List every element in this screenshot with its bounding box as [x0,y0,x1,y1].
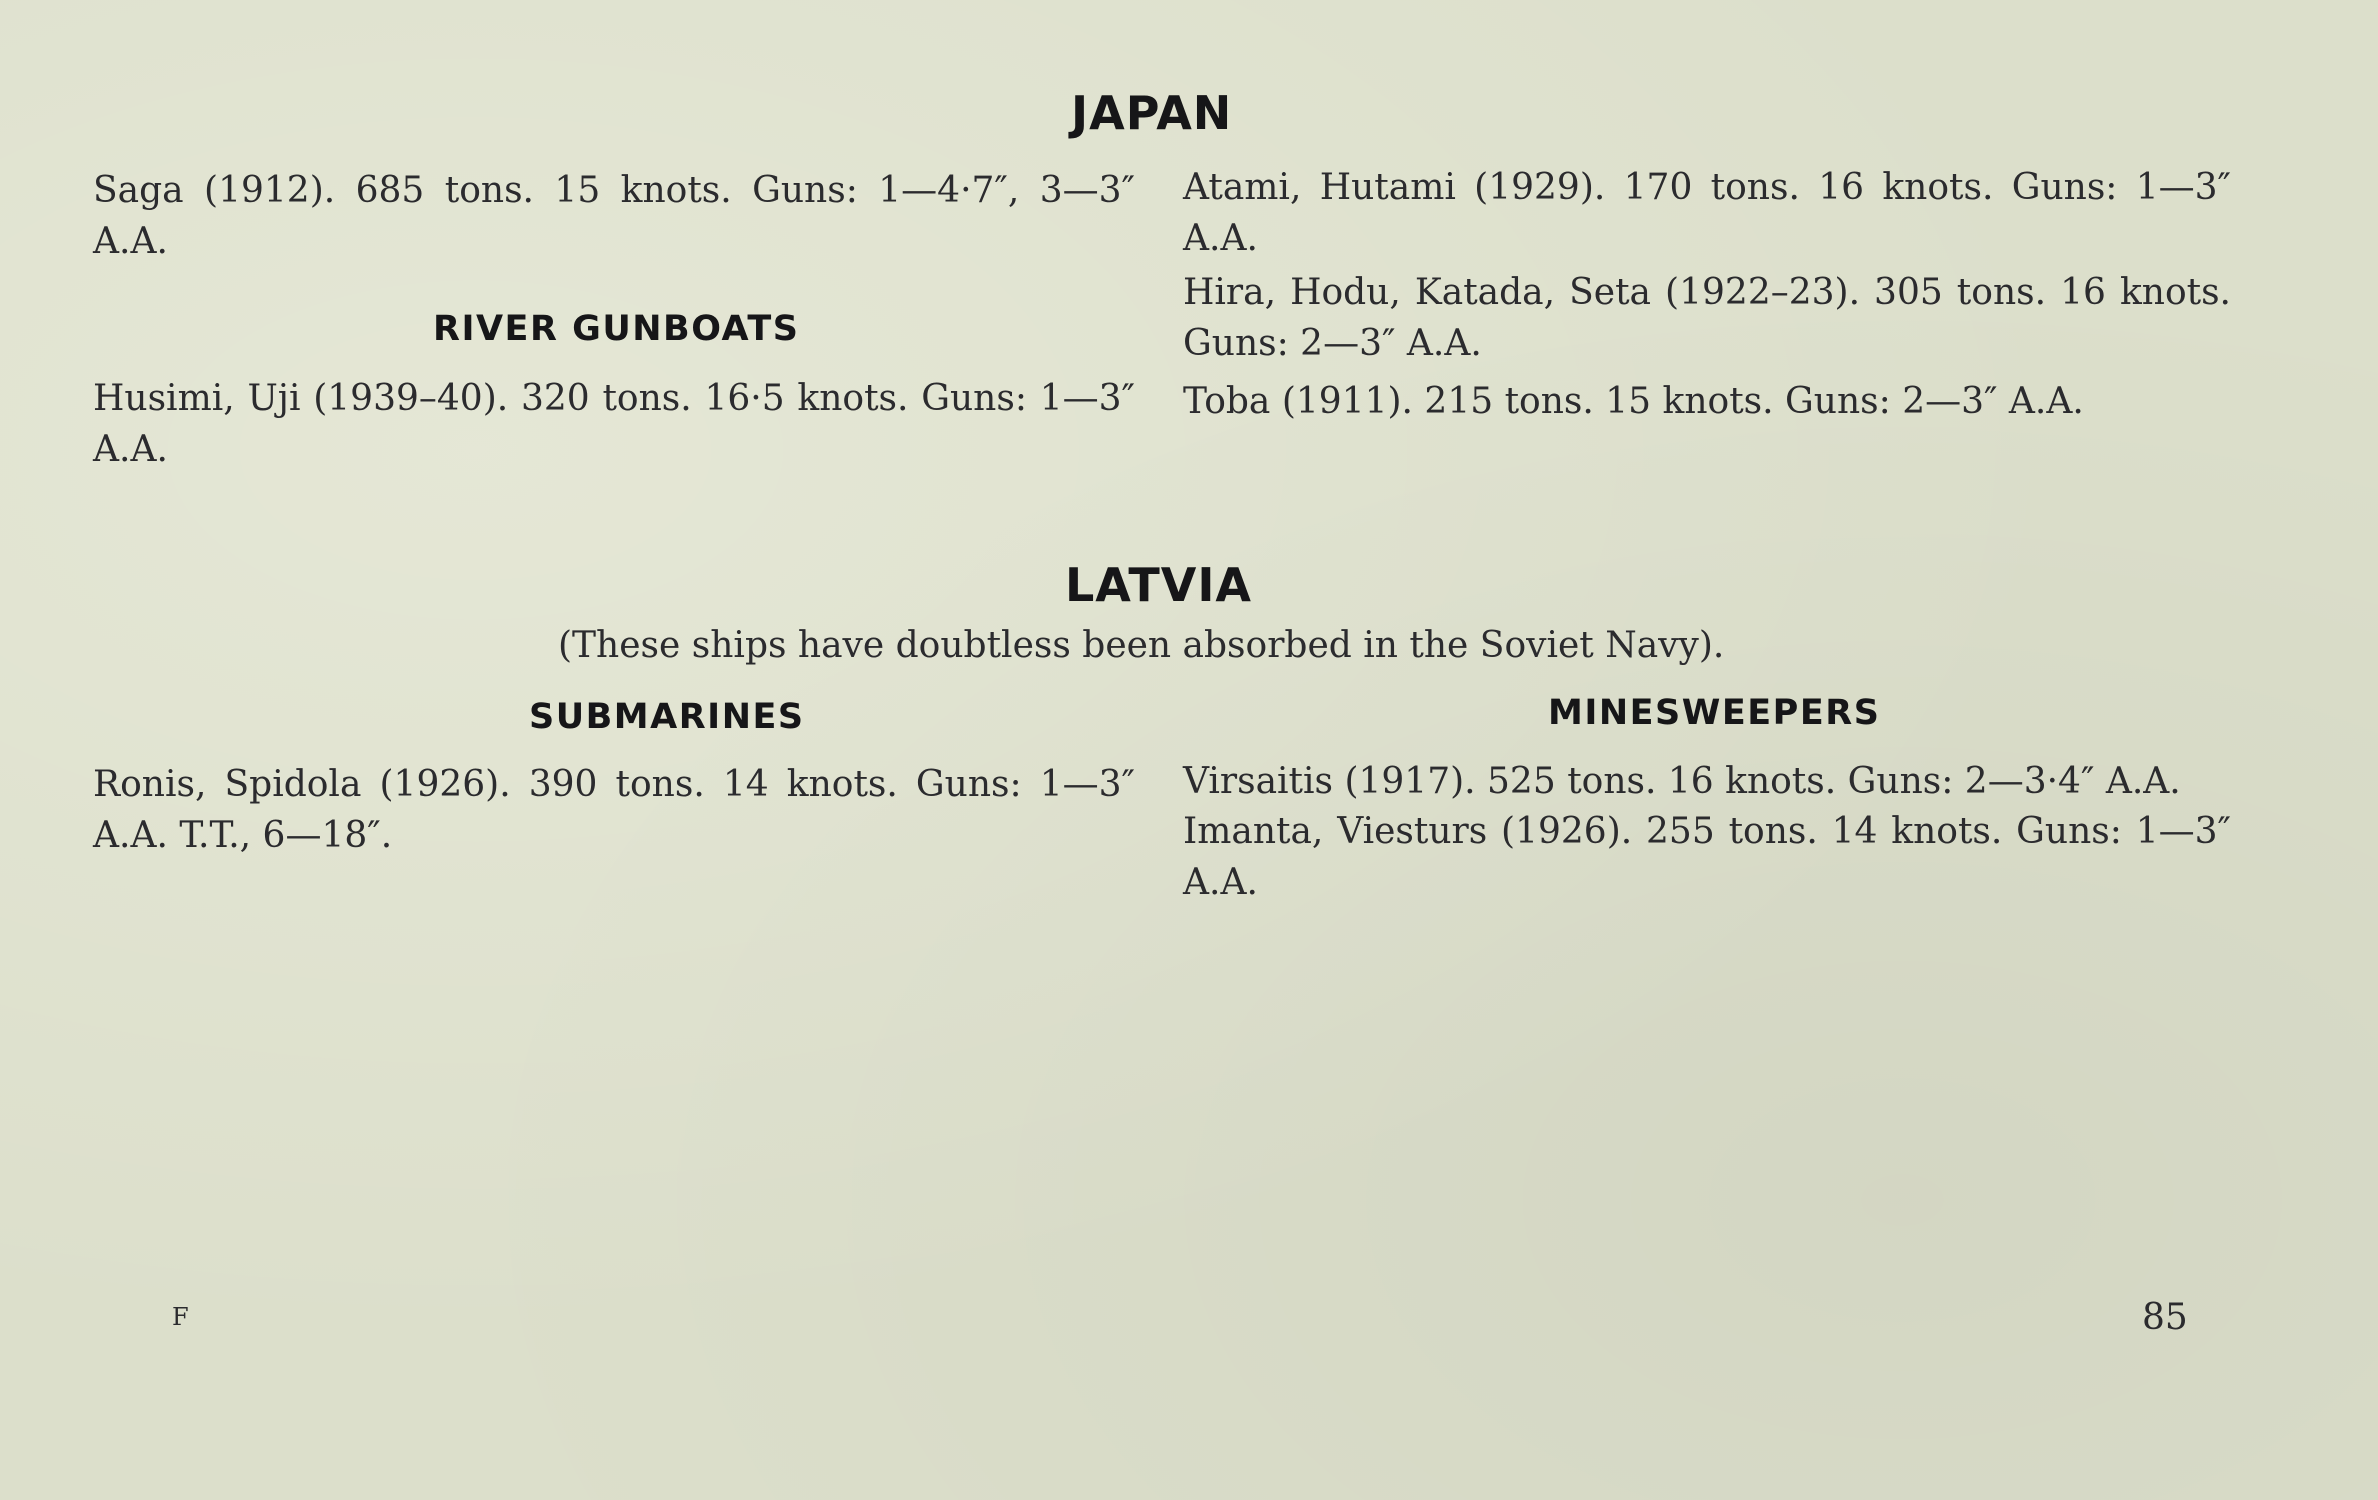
latvia-heading: LATVIA [1065,558,1253,612]
japan-entry-hira-hodu: Hira, Hodu, Katada, Seta (1922–23). 305 tons. 16 knots. Guns: 2—3″ A.A. [1183,272,2231,364]
japan-entry-saga: Saga (1912). 685 tons. 15 knots. Guns: 1—4·7″, 3—3″ A.A. [93,170,1135,262]
page-number: 85 [2142,1297,2188,1338]
japan-entry-atami-hutami: Atami, Hutami (1929). 170 tons. 16 knots. Guns: 1—3″ A.A. [1183,167,2231,259]
submarines-heading: SUBMARINES [529,697,805,737]
signature-mark: F [172,1303,189,1331]
japan-entry-toba: Toba (1911). 215 tons. 15 knots. Guns: 2—3″ A.A. [1183,381,2084,422]
latvia-entry-imanta-viesturs: Imanta, Viesturs (1926). 255 tons. 14 knots. Guns: 1—3″ A.A. [1183,811,2231,903]
minesweepers-heading: MINESWEEPERS [1548,693,1881,733]
latvia-note: (These ships have doubtless been absorbed in the Soviet Navy). [558,625,1725,666]
japan-heading: JAPAN [1071,86,1233,140]
latvia-entry-virsaitis: Virsaitis (1917). 525 tons. 16 knots. Guns: 2—3·4″ A.A. [1183,761,2181,802]
japan-entry-husimi-uji: Husimi, Uji (1939–40). 320 tons. 16·5 knots. Guns: 1—3″ A.A. [93,378,1135,470]
river-gunboats-heading: RIVER GUNBOATS [433,309,800,349]
latvia-entry-submarines: Ronis, Spidola (1926). 390 tons. 14 knots. Guns: 1—3″ A.A. T.T., 6—18″. [93,764,1135,856]
